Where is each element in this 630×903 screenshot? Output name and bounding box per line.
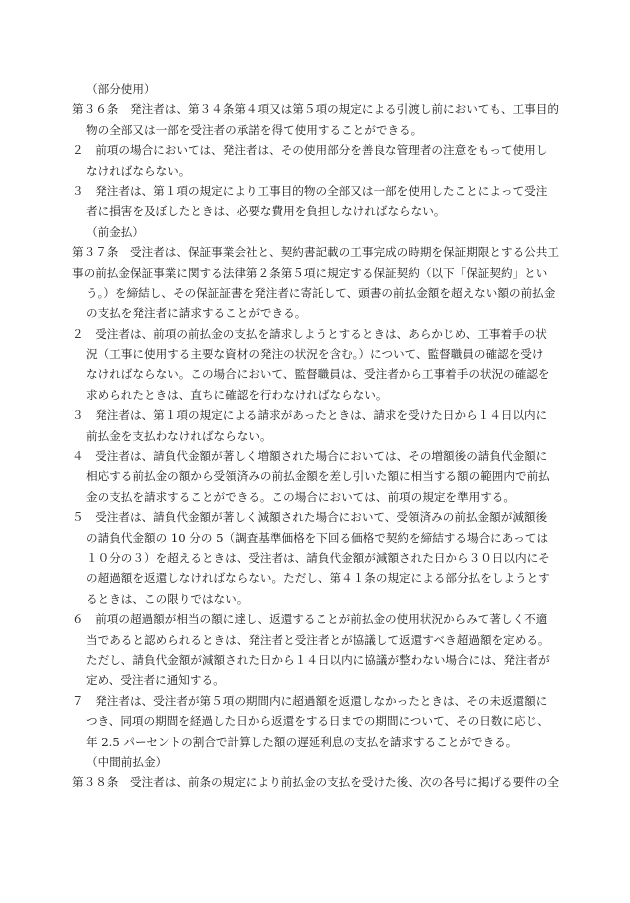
paragraph-line: ２ 前項の場合においては、発注者は、その使用部分を善良な管理者の注意をもって使用し — [72, 143, 548, 158]
paragraph-continuation-line: 物の全部又は一部を受注者の承諾を得て使用することができる。 — [86, 122, 423, 137]
paragraph-line: 第３７条 受注者は、保証事業会社と、契約書記載の工事完成の時期を保証期限とする公共工 — [72, 245, 559, 260]
document-body — [72, 79, 575, 793]
article-heading: （前金払） — [86, 224, 144, 239]
paragraph-continuation-line: 金の支払を請求することができる。この場合においては、前項の規定を準用する。 — [86, 489, 515, 504]
paragraph-continuation-line: 者に損害を及ぼしたときは、必要な費用を負担しなければならない。 — [86, 204, 446, 219]
paragraph-continuation-line: ただし、請負代金額が減額された日から１４日以内に協議が整わない場合には、発注者が — [86, 652, 550, 667]
paragraph-line: ２ 受注者は、前項の前払金の支払を請求しようとするときは、あらかじめ、工事着手の状 — [72, 326, 547, 341]
article-heading: （部分使用） — [86, 82, 156, 96]
paragraph-line: 第３８条 受注者は、前条の規定により前払金の支払を受けた後、次の各号に掲げる要件の全 — [72, 775, 559, 790]
paragraph-line: ４ 受注者は、請負代金額が著しく増額された場合においては、その増額後の請負代金額に — [72, 449, 548, 464]
paragraph-continuation-line: の請負代金額の 10 分の 5（調査基準価格を下回る価格で契約を締結する場合にあっては — [86, 530, 549, 545]
paragraph-continuation-line: なければならない。 — [86, 163, 191, 178]
paragraph-line: ３ 発注者は、第１項の規定による請求があったときは、請求を受けた日から１４日以内に — [72, 408, 548, 423]
paragraph-continuation-line: う。）を締結し、その保証証書を発注者に寄託して、頭書の前払金額を超えない額の前払金 — [86, 285, 556, 300]
paragraph-continuation-line: なければならない。この場合において、監督職員は、受注者から工事着手の状況の確認を — [86, 367, 550, 382]
paragraph-continuation-line: つき、同項の期間を経過した日から返還をする日までの期間について、その日数に応じ、 — [86, 714, 549, 729]
paragraph-continuation-line: るときは、この限りではない。 — [86, 591, 249, 606]
paragraph-line: 第３６条 発注者は、第３４条第４項又は第５項の規定による引渡し前においても、工事目的 — [72, 102, 559, 117]
paragraph-line: ５ 受注者は、請負代金額が著しく減額された場合において、受領済みの前払金額が減額後 — [72, 510, 548, 525]
paragraph-line: ７ 発注者は、受注者が第５項の期間内に超過額を返還しなかったときは、その未返還額に — [72, 693, 548, 708]
paragraph-continuation-line: の支払を発注者に請求することができる。 — [86, 306, 307, 321]
paragraph-continuation-line: 求められたときは、直ちに確認を行わなければならない。 — [86, 387, 388, 402]
paragraph-continuation-line: １０分の３）を超えるときは、受注者は、請負代金額が減額された日から３０日以内にそ — [86, 550, 550, 565]
paragraph-continuation-line: 相応する前払金の額から受領済みの前払金額を差し引いた額に相当する額の範囲内で前払 — [86, 469, 550, 484]
paragraph-continuation-line: 当であると認められるときは、発注者と受注者とが協議して返還すべき超過額を定める。 — [86, 632, 550, 647]
paragraph-continuation-line: 年 2.5 パーセントの割合で計算した額の遅延利息の支払を請求することができる。 — [86, 734, 518, 749]
paragraph-continuation-line: の超過額を返還しなければならない。ただし、第４１条の規定による部分払をしようとす — [86, 571, 550, 586]
paragraph-line: 事の前払金保証事業に関する法律第２条第５項に規定する保証契約（以下「保証契約」とい — [72, 265, 548, 280]
paragraph-line: ３ 発注者は、第１項の規定により工事目的物の全部又は一部を使用したことによって受注 — [72, 183, 548, 198]
paragraph-continuation-line: 況（工事に使用する主要な資材の発注の状況を含む。）について、監督職員の確認を受け — [86, 347, 544, 362]
paragraph-continuation-line: 前払金を支払わなければならない。 — [86, 428, 272, 443]
paragraph-line: ６ 前項の超過額が相当の額に達し、返還することが前払金の使用状況からみて著しく不適 — [72, 612, 548, 627]
article-heading: （中間前払金） — [86, 754, 168, 769]
paragraph-continuation-line: 定め、受注者に通知する。 — [86, 673, 225, 688]
